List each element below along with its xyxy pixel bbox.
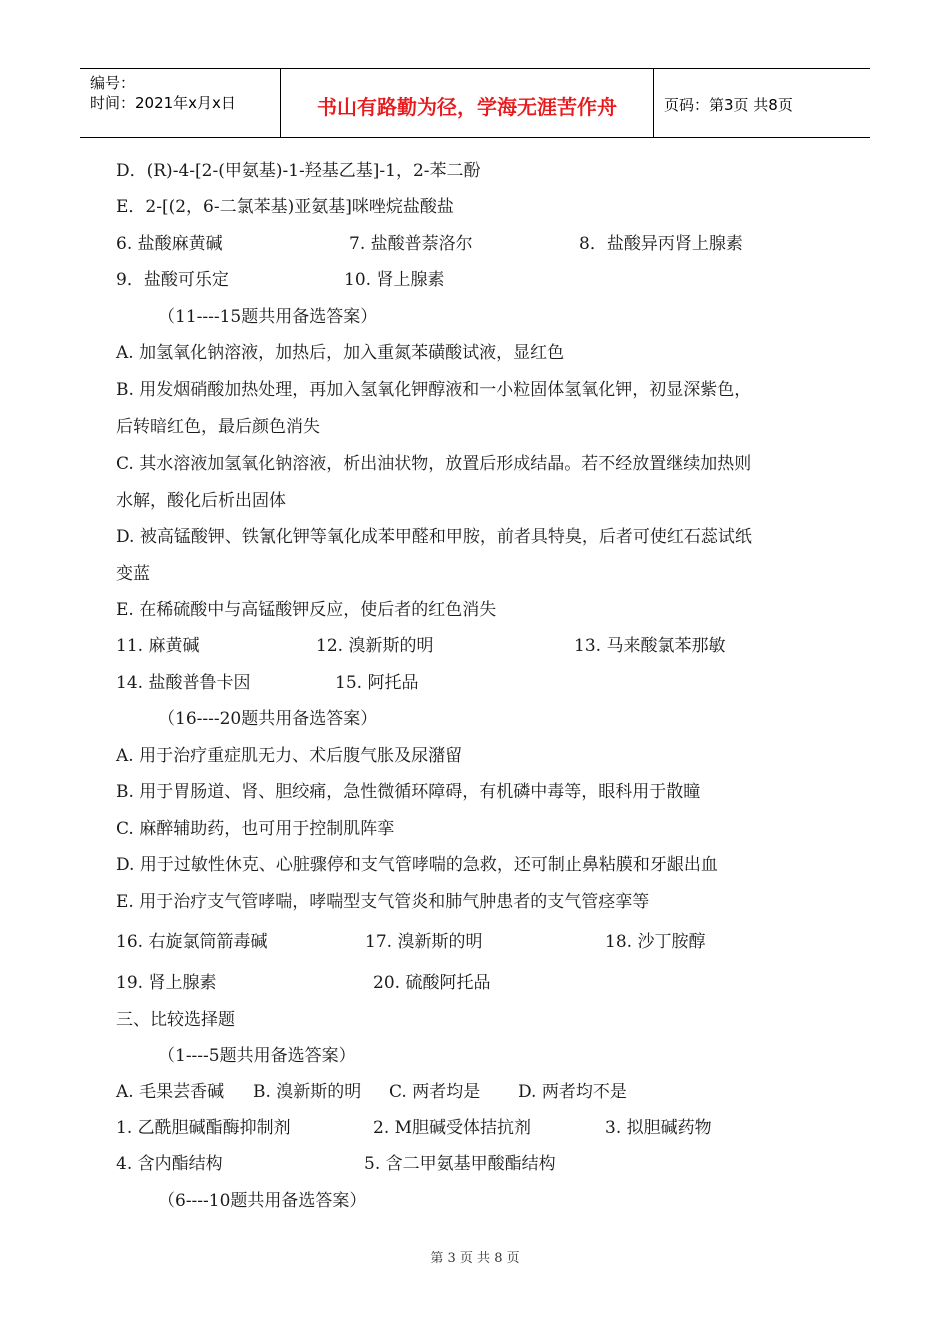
time-label: 时间：2021年x月x日 bbox=[90, 94, 236, 112]
option-line: 后转暗红色，最后颜色消失 bbox=[116, 417, 320, 437]
question-item: 1. 乙酰胆碱酯酶抑制剂 bbox=[116, 1118, 291, 1138]
question-item: 10. 肾上腺素 bbox=[344, 270, 445, 290]
question-item: 8．盐酸异丙肾上腺素 bbox=[579, 234, 743, 254]
question-item: 5. 含二甲氨基甲酸酯结构 bbox=[364, 1154, 556, 1174]
answer-option: D. 两者均不是 bbox=[518, 1082, 627, 1102]
question-item: 9．盐酸可乐定 bbox=[116, 270, 229, 290]
question-item: 15. 阿托品 bbox=[335, 673, 419, 693]
header-page-cell bbox=[652, 69, 870, 137]
option-line: E. 用于治疗支气管哮喘，哮喘型支气管炎和肺气肿患者的支气管痉挛等 bbox=[116, 892, 650, 912]
page-footer: 第 3 页 共 8 页 bbox=[430, 1251, 520, 1266]
question-item: 19. 肾上腺素 bbox=[116, 973, 217, 993]
question-item: 2. M胆碱受体拮抗剂 bbox=[373, 1118, 532, 1138]
answer-option: C. 两者均是 bbox=[389, 1082, 481, 1102]
option-line: B. 用于胃肠道、肾、胆绞痛，急性微循环障碍，有机磷中毒等，眼科用于散瞳 bbox=[116, 782, 701, 802]
question-item: 13. 马来酸氯苯那敏 bbox=[574, 636, 726, 656]
section-heading: 三、比较选择题 bbox=[116, 1010, 235, 1030]
option-line: C. 其水溶液加氢氧化钠溶液，析出油状物，放置后形成结晶。若不经放置继续加热则 bbox=[116, 454, 752, 474]
header-info-cell bbox=[80, 69, 280, 137]
answer-option: B. 溴新斯的明 bbox=[253, 1082, 362, 1102]
option-line: 水解，酸化后析出固体 bbox=[116, 491, 286, 511]
option-line: E. 在稀硫酸中与高锰酸钾反应，使后者的红色消失 bbox=[116, 600, 497, 620]
motto-text: 书山有路勤为径，学海无涯苦作舟 bbox=[317, 95, 617, 119]
question-item: 6. 盐酸麻黄碱 bbox=[116, 234, 223, 254]
option-line: D．(R)-4-[2-(甲氨基)-1-羟基乙基]-1，2-苯二酚 bbox=[116, 161, 481, 181]
question-item: 14. 盐酸普鲁卡因 bbox=[116, 673, 251, 693]
question-item: 12. 溴新斯的明 bbox=[316, 636, 434, 656]
question-item: 3. 拟胆碱药物 bbox=[605, 1118, 712, 1138]
question-item: 18. 沙丁胺醇 bbox=[605, 932, 706, 952]
page-header bbox=[80, 68, 870, 138]
group-heading: （11----15题共用备选答案） bbox=[158, 307, 378, 327]
option-line: C. 麻醉辅助药，也可用于控制肌阵挛 bbox=[116, 819, 395, 839]
group-heading: （16----20题共用备选答案） bbox=[158, 709, 378, 729]
group-heading: （6----10题共用备选答案） bbox=[158, 1191, 367, 1211]
option-line: 变蓝 bbox=[116, 564, 150, 584]
header-motto-cell bbox=[280, 69, 654, 137]
question-item: 20. 硫酸阿托品 bbox=[373, 973, 491, 993]
answer-option: A. 毛果芸香碱 bbox=[116, 1082, 225, 1102]
question-item: 17. 溴新斯的明 bbox=[365, 932, 483, 952]
option-line: D. 用于过敏性休克、心脏骤停和支气管哮喘的急救，还可制止鼻粘膜和牙龈出血 bbox=[116, 855, 718, 875]
option-line: E．2-[(2，6-二氯苯基)亚氨基]咪唑烷盐酸盐 bbox=[116, 197, 454, 217]
question-item: 4. 含内酯结构 bbox=[116, 1154, 223, 1174]
option-line: A. 用于治疗重症肌无力、术后腹气胀及尿潴留 bbox=[116, 746, 463, 766]
group-heading: （1----5题共用备选答案） bbox=[158, 1046, 356, 1066]
option-line: D. 被高锰酸钾、铁氰化钾等氧化成苯甲醛和甲胺，前者具特臭，后者可使红石蕊试纸 bbox=[116, 527, 752, 547]
option-line: B. 用发烟硝酸加热处理，再加入氢氧化钾醇液和一小粒固体氢氧化钾，初显深紫色， bbox=[116, 380, 752, 400]
code-label: 编号： bbox=[90, 74, 136, 92]
question-item: 16. 右旋氯筒箭毒碱 bbox=[116, 932, 268, 952]
option-line: A. 加氢氧化钠溶液，加热后，加入重氮苯磺酸试液，显红色 bbox=[116, 343, 565, 363]
page-label: 页码：第3页 共8页 bbox=[664, 96, 793, 114]
question-item: 7. 盐酸普萘洛尔 bbox=[349, 234, 473, 254]
question-item: 11. 麻黄碱 bbox=[116, 636, 200, 656]
